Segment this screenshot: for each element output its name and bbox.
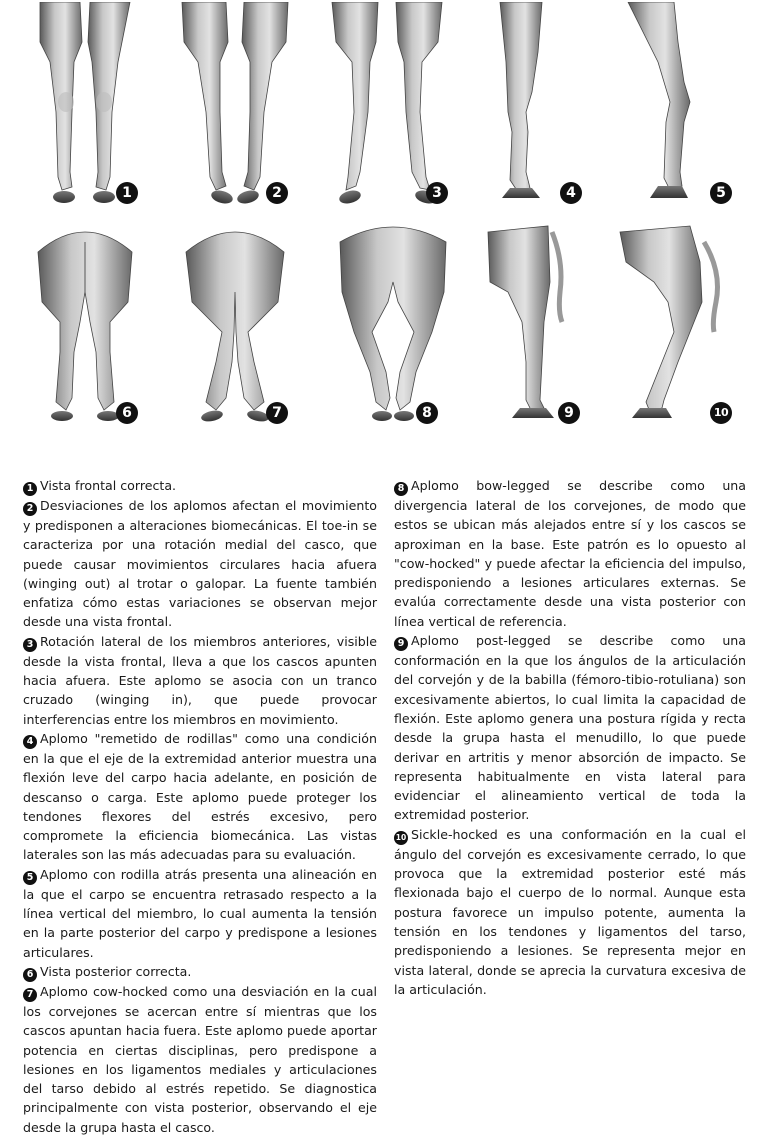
item-number-badge: 9 (394, 637, 408, 651)
description-text: Sickle-hocked es una conformación en la cual el ángulo del corvejón es excesivamente cerrado, lo que provoca que la extremidad posterior esté más flexionada bajo el cuerpo de lo normal. Aunque esta postura favorece un impulso potente, aumenta la tensión en los tendones y ligamentos del tarso, predisponiendo a lesiones. Se representa mejor en vista lateral, donde se aprecia la curvatura excesiva de la articulación. (394, 826, 746, 997)
item-number-badge: 10 (394, 831, 408, 845)
description-item-7 (23, 982, 377, 1137)
figure-number-badge: 5 (710, 182, 732, 204)
figures-area (0, 0, 768, 440)
description-item-3 (23, 632, 377, 729)
description-item-9 (394, 631, 746, 825)
item-number-badge: 8 (394, 482, 408, 496)
description-item-8 (394, 476, 746, 631)
front-legs-drawing (160, 2, 310, 212)
figure-number-badge: 8 (416, 402, 438, 424)
description-text: Aplomo con rodilla atrás presenta una alineación en la que el carpo se encuentra retrasado respecto a la línea vertical del miembro, lo cual aumenta la tensión en la parte posterior del carpo y predispone a lesiones articulares. (23, 866, 377, 960)
front-legs-drawing (10, 2, 160, 212)
rear-legs-drawing (160, 222, 310, 432)
figure-number-badge: 6 (116, 402, 138, 424)
side-rear-leg-drawing (618, 222, 768, 432)
rear-legs-drawing (10, 222, 160, 432)
figure-9-post-legged (478, 222, 628, 432)
front-legs-drawing (318, 2, 468, 212)
figure-number-badge: 10 (710, 402, 732, 424)
figure-1-front-legs-correct (10, 2, 160, 212)
description-text: Vista frontal correcta. (40, 478, 177, 493)
side-leg-drawing (488, 2, 638, 212)
description-text: Aplomo bow-legged se describe como una divergencia lateral de los corvejones, de modo que estos se ubican más alejados entre sí y los cascos se aproximan en la base. Este patrón es lo opuesto al "cow-hocked" y puede afectar la eficiencia del impulso, predisponiendo a lesiones articulares externas. Se evalúa correctamente desde una vista posterior con línea vertical de referencia. (394, 478, 746, 629)
figure-number-badge: 2 (266, 182, 288, 204)
figure-8-bow-legged (318, 222, 468, 432)
description-item-10 (394, 825, 746, 999)
figure-number-badge: 9 (558, 402, 580, 424)
figure-7-cow-hocked (160, 222, 310, 432)
figure-3-toe-out (318, 2, 468, 212)
description-column-right (394, 476, 746, 999)
description-item-4 (23, 729, 377, 865)
description-item-6 (23, 962, 377, 982)
description-text: Aplomo "remetido de rodillas" como una condición en la que el eje de la extremidad anterior muestra una flexión leve del carpo hacia adelante, en posición de descanso o carga. Este aplomo puede proteger los tendones flexores del estrés excesivo, pero compromete la eficiencia biomecánica. Las vistas laterales son las más adecuadas para su evaluación. (23, 730, 377, 863)
rear-legs-drawing (318, 222, 468, 432)
description-item-1 (23, 476, 377, 496)
item-number-badge: 5 (23, 871, 37, 885)
description-text: Desviaciones de los aplomos afectan el movimiento y predisponen a alteraciones biomecánicas. El toe-in se caracteriza por una rotación medial del casco, que puede causar movimientos circulares hacia afuera (winging out) al trotar o galopar. La fuente también enfatiza cómo estas variaciones se observan mejor desde una vista frontal. (23, 498, 377, 630)
description-item-5 (23, 865, 377, 962)
figure-number-badge: 4 (560, 182, 582, 204)
figure-10-sickle-hocked (618, 222, 768, 432)
figure-number-badge: 7 (266, 402, 288, 424)
side-rear-leg-drawing (478, 222, 628, 432)
description-item-2 (23, 496, 377, 632)
item-number-badge: 7 (23, 988, 37, 1002)
figure-4-over-at-knee (488, 2, 638, 212)
item-number-badge: 4 (23, 735, 37, 749)
figure-number-badge: 1 (116, 182, 138, 204)
figure-number-badge: 3 (426, 182, 448, 204)
description-text: Vista posterior correcta. (40, 963, 192, 979)
item-number-badge: 3 (23, 638, 37, 652)
figure-2-toe-in (160, 2, 310, 212)
item-number-badge: 2 (23, 502, 37, 516)
figure-6-rear-correct (10, 222, 160, 432)
figure-5-back-at-knee (618, 2, 768, 212)
description-text: Rotación lateral de los miembros anteriores, visible desde la vista frontal, lleva a que los cascos apunten hacia afuera. Este aplomo se asocia con un tranco cruzado (winging in), que puede provocar interferencias entre los miembros en movimiento. (23, 633, 377, 727)
item-number-badge: 1 (23, 482, 37, 496)
item-number-badge: 6 (23, 968, 37, 982)
description-column-left (23, 476, 377, 1137)
side-leg-drawing (618, 2, 768, 212)
description-text: Aplomo post-legged se describe como una conformación en la que los ángulos de la articulación del corvejón y de la babilla (fémoro-tibio-rotuliana) son excesivamente abiertos, lo cual limita la capacidad de flexión. Este aplomo genera una postura rígida y recta desde la grupa hasta el menudillo, lo que puede derivar en artritis y menor absorción de impacto. Se representa habitualmente en vista lateral para evidenciar el alineamiento vertical de toda la extremidad posterior. (394, 633, 746, 823)
description-text: Aplomo cow-hocked como una desviación en la cual los corvejones se acercan entre sí mientras que los cascos apuntan hacia fuera. Este aplomo puede aportar potencia en ciertas disciplinas, pero predispone a lesiones en los ligamentos mediales y articulaciones del tarso debido al estrés repetido. Se diagnostica principalmente con vista posterior, observando el eje desde la grupa hasta el casco. (23, 983, 377, 1135)
